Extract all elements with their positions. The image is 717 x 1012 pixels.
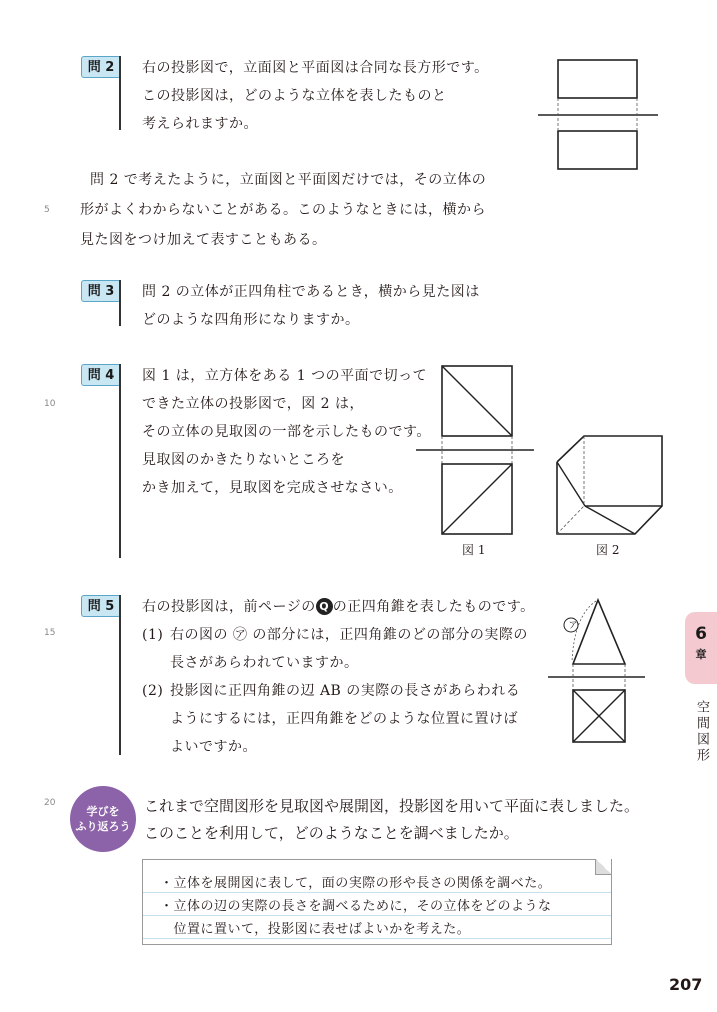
reflection-line-1: これまで空間図形を見取図や展開図，投影図を用いて平面に表しました。 (144, 797, 640, 815)
question-3-line-1: 問 2 の立体が正四角柱であるとき，横から見た図は (142, 284, 480, 300)
paragraph-line-2: 形がよくわからないことがある。このようなときには，横から (80, 202, 486, 218)
page-number: 207 (669, 975, 703, 994)
chapter-number: 6 (695, 624, 707, 644)
note-line-3: 位置に置いて，投影図に表せばよいかを考えた。 (160, 922, 471, 937)
question-2-tag: 問 2 (81, 56, 121, 78)
question-5-tag: 問 5 (81, 595, 121, 617)
question-5-line-1 (142, 593, 535, 621)
question-5-text-pre: 右の投影図は，前ページの (142, 599, 316, 615)
note-fold-corner (595, 859, 611, 875)
question-3-tag: 問 3 (81, 280, 121, 302)
badge-line-1: 学びを (86, 805, 120, 818)
question-5-text-post: の正四角錐を表したものです。 (332, 599, 535, 615)
question-2-bar (119, 56, 121, 130)
line-number-5: 5 (44, 205, 50, 215)
line-number-20: 20 (44, 798, 56, 808)
question-5-item-2-line-3: よいですか。 (170, 739, 257, 755)
question-5-item-1-line-1: 右の図の ㋐ の部分には，正四角錐のどの部分の実際の (170, 627, 528, 643)
question-4-line-2: できた立体の投影図で，図 2 は， (142, 396, 365, 412)
question-5-item-1-num: (1) (142, 627, 164, 643)
reflection-line-2: このことを利用して，どのようなことを調べましたか。 (144, 824, 519, 842)
question-5-bar (119, 595, 121, 755)
question-2-line-2: この投影図は，どのような立体を表したものと (142, 88, 447, 104)
figure-1-projection (416, 364, 536, 542)
q-mark-icon: Q (316, 598, 333, 615)
note-line-1: ・立体を展開図に表して，面の実際の形や長さの関係を調べた。 (160, 876, 552, 891)
question-5-item-1-line-2: 長さがあらわれていますか。 (170, 655, 359, 671)
badge-line-2: ふり返ろう (75, 820, 131, 833)
line-number-15: 15 (44, 628, 56, 638)
question-3-line-2: どのような四角形になりますか。 (142, 312, 360, 328)
question-4-tag: 問 4 (81, 364, 121, 386)
question-4-line-4: 見取図のかきたりないところを (142, 452, 345, 468)
chapter-tab (685, 612, 717, 684)
figure-2-caption: 図 2 (596, 543, 620, 557)
question-2-line-1: 右の投影図で，立面図と平面図は合同な長方形です。 (142, 60, 489, 76)
question-4-line-3: その立体の見取図の一部を示したものです。 (142, 424, 431, 440)
question-4-line-5: かき加えて，見取図を完成させなさい。 (142, 480, 403, 496)
question-5-item-2-line-1: 投影図に正四角錐の辺 AB の実際の長さがあらわれる (170, 683, 521, 699)
paragraph-line-3: 見た図をつけ加えて表すこともある。 (80, 232, 327, 248)
line-number-10: 10 (44, 399, 56, 409)
figure-2-sketch (555, 434, 665, 536)
reflection-badge (70, 786, 136, 852)
question-2-projection-figure (538, 58, 662, 173)
question-4-bar (119, 364, 121, 558)
note-line-2: ・立体の辺の実際の長さを調べるために，その立体をどのような (160, 899, 552, 914)
question-5-item-2-num: (2) (142, 683, 164, 699)
question-5-item-2-line-2: ようにするには，正四角錐をどのような位置に置けば (170, 711, 518, 727)
chapter-title: 空間図形 (694, 700, 709, 764)
question-5-pyramid-projection (548, 598, 648, 744)
question-3-bar (119, 280, 121, 326)
figure-1-caption: 図 1 (462, 543, 486, 557)
paragraph-line-1: 問 2 で考えたように，立面図と平面図だけでは，その立体の (90, 172, 487, 188)
question-2-line-3: 考えられますか。 (142, 116, 258, 132)
question-4-line-1: 図 1 は，立方体をある 1 つの平面で切って (142, 368, 428, 384)
label-a: ア (568, 621, 578, 631)
chapter-word: 章 (695, 648, 707, 661)
